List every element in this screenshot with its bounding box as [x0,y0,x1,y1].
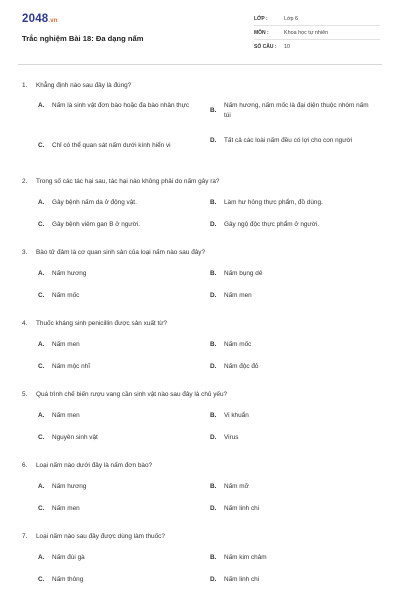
option-letter: A. [38,270,45,277]
option-letter: B. [210,483,217,490]
option-letter: A. [38,199,45,206]
question-stem [22,460,382,470]
option-letter: C. [38,292,45,299]
option-text: Nấm men [224,292,252,299]
option-c[interactable] [38,433,202,443]
option-b[interactable] [210,269,374,279]
question-number: 3. [22,248,28,256]
option-letter: D. [210,292,217,299]
option-c[interactable] [38,136,202,155]
question-6 [22,460,382,512]
option-c[interactable] [38,291,202,301]
option-letter: A. [38,341,45,348]
option-text: Tất cả các loài nấm đều có lợi cho con người [224,137,353,144]
option-letter: C. [38,221,45,228]
option-c[interactable] [38,220,202,230]
meta-label: LỚP : [254,15,268,22]
option-text: Nấm linh chi [224,576,260,583]
option-text: Nguyên sinh vật [52,434,98,441]
option-letter: B. [210,412,217,419]
option-letter: B. [210,199,217,206]
option-text: Gây ngộ độc thực phẩm ở người. [224,221,320,228]
option-a[interactable] [38,198,202,208]
question-text: Thuốc kháng sinh penicillin được sản xuất từ? [36,319,168,327]
option-a[interactable] [38,340,202,350]
question-4 [22,318,382,370]
option-a[interactable] [38,553,202,563]
site-logo[interactable] [22,13,58,25]
brand-name: 2048 [22,13,49,25]
question-number: 6. [22,461,28,469]
question-number: 2. [22,177,28,185]
option-c[interactable] [38,362,202,372]
option-b[interactable] [210,553,374,563]
meta-value: Lớp 6 [284,15,299,22]
option-letter: D. [210,576,217,583]
option-text: Vi khuẩn [224,412,249,419]
question-7 [22,531,382,583]
option-text: Làm hư hỏng thực phẩm, đồ dùng. [224,199,323,206]
option-b[interactable] [210,482,374,492]
question-stem [22,80,382,90]
option-b[interactable] [210,340,374,350]
option-letter: B. [210,341,217,348]
option-text: Nấm hương [52,270,87,277]
option-c[interactable] [38,575,202,585]
option-letter: A. [38,412,45,419]
option-text: Nấm thông [52,576,84,583]
option-text: Nấm độc đỏ [224,363,259,370]
option-c[interactable] [38,504,202,514]
question-text: Loại nấm nào sau đây được dùng làm thuốc? [36,532,165,540]
option-d[interactable] [210,220,374,230]
option-letter: C. [38,363,45,370]
option-letter: C. [38,141,45,149]
option-text: Gây bệnh viêm gan B ở người. [52,221,140,228]
question-stem [22,531,382,541]
option-text: Nấm mộc nhĩ [52,363,91,370]
quiz-meta-table [254,12,380,53]
option-letter: D. [210,221,217,228]
option-text: Nấm men [52,505,80,512]
option-letter: D. [210,434,217,441]
option-letter: B. [210,554,217,561]
option-a[interactable] [38,411,202,421]
question-5 [22,389,382,441]
option-d[interactable] [210,362,374,372]
question-stem [22,247,382,257]
meta-row-count [254,40,380,53]
question-number: 1. [22,81,28,89]
meta-value: 10 [284,43,290,50]
option-letter: D. [210,505,217,512]
option-letter: C. [38,505,45,512]
question-text: Quá trình chế biến rượu vang cần sinh vật nào sau đây là chủ yếu? [36,390,228,398]
option-text: Virus [224,434,239,441]
option-letter: B. [210,106,217,114]
option-letter: D. [210,363,217,370]
option-letter: C. [38,434,45,441]
option-text: Nấm men [52,412,80,419]
option-a[interactable] [38,101,202,111]
option-text: Gây bệnh nấm da ở động vật. [52,199,137,206]
option-d[interactable] [210,433,374,443]
option-text: Nấm bụng dê [224,270,263,277]
option-letter: D. [210,137,217,144]
option-letter: A. [38,554,45,561]
option-text: Nấm mỡ [224,483,249,490]
question-number: 5. [22,390,28,398]
option-d[interactable] [210,575,374,585]
question-3 [22,247,382,299]
option-d[interactable] [210,291,374,301]
option-b[interactable] [210,101,374,120]
option-text: Nấm men [52,341,80,348]
question-text: Bào tử đảm là cơ quan sinh sản của loại nấm nào sau đây? [36,248,206,256]
option-a[interactable] [38,269,202,279]
header-divider [18,64,382,65]
meta-label: SỐ CÂU : [254,43,277,50]
option-letter: A. [38,483,45,490]
option-text: Nấm mốc [224,341,252,348]
question-number: 7. [22,532,28,540]
option-text: Nấm linh chi [224,505,260,512]
option-d[interactable] [210,136,374,146]
question-text: Loại nấm nào dưới đây là nấm đơn bào? [36,461,153,469]
question-number: 4. [22,319,28,327]
option-text: Nấm là sinh vật đơn bào hoặc đa bào nhân thực [52,102,190,109]
option-text: Nấm hương, nấm mốc là đại diện thuộc nhóm nấm túi [224,102,369,119]
quiz-title: Trắc nghiệm Bài 18: Đa dạng nấm [22,34,144,43]
meta-value: Khoa học tự nhiên [284,29,329,36]
brand-suffix: .vn [48,18,58,24]
option-text: Nấm kim châm [224,554,267,561]
question-1 [22,80,382,149]
question-text: Trong số các tác hại sau, tác hại nào không phải do nấm gây ra? [36,177,220,185]
option-text: Nấm hương [52,483,87,490]
meta-row-subject [254,26,380,40]
option-a[interactable] [38,482,202,492]
question-text: Khẳng định nào sau đây là đúng? [36,81,132,89]
option-b[interactable] [210,198,374,208]
option-d[interactable] [210,504,374,514]
question-stem [22,176,382,186]
question-2 [22,176,382,228]
option-letter: B. [210,270,217,277]
option-text: Nấm đùi gà [52,554,85,561]
meta-row-class [254,12,380,26]
question-stem [22,318,382,328]
option-text: Chỉ có thể quan sát nấm dưới kính hiển vi [52,141,171,149]
meta-label: MÔN : [254,29,269,36]
option-text: Nấm mốc [52,292,80,299]
option-b[interactable] [210,411,374,421]
question-stem [22,389,382,399]
option-letter: C. [38,576,45,583]
option-letter: A. [38,102,45,109]
